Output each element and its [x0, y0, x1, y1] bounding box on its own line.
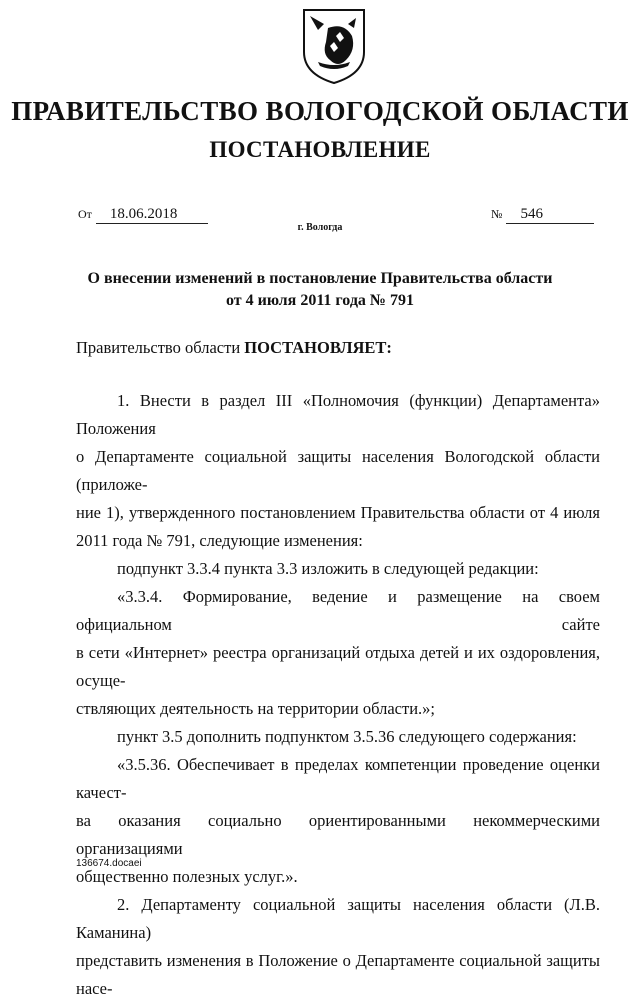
body-line: в сети «Интернет» реестра организаций отдыха детей и их оздоровления, осуще-	[76, 643, 600, 690]
body-line: ствляющих деятельность на территории области.»;	[76, 699, 435, 718]
subject-line: от 4 июля 2011 года № 791	[225, 292, 415, 309]
document-type-title: ПОСТАНОВЛЕНИЕ	[209, 137, 431, 162]
body-line: «3.3.4. Формирование, ведение и размещение на своем официальном сайте	[76, 587, 600, 634]
subject-line: О внесении изменений в постановление Правительства области	[87, 270, 553, 287]
city-label: г. Вологда	[297, 222, 343, 233]
number-value: 546	[506, 206, 594, 224]
number-label: №	[491, 207, 503, 221]
preamble-resolves: ПОСТАНОВЛЯЕТ:	[244, 338, 392, 357]
body-line: ва оказания социально ориентированными некоммерческими организациями	[76, 811, 600, 858]
body-line: 1. Внести в раздел III «Полномочия (функции) Департамента» Положения	[76, 391, 600, 438]
body-line: общественно полезных услуг.».	[76, 867, 298, 886]
body-line: ние 1), утвержденного постановлением Правительства области от 4 июля	[76, 503, 600, 522]
body-line: представить изменения в Положение о Департаменте социальной защиты насе-	[76, 951, 600, 998]
date-value: 18.06.2018	[96, 206, 208, 224]
preamble	[76, 338, 392, 358]
document-body	[76, 387, 600, 1003]
body-line: 2. Департаменту социальной защиты населения области (Л.В. Каманина)	[76, 895, 600, 942]
preamble-text: Правительство области	[76, 338, 241, 357]
coat-of-arms-emblem	[300, 6, 368, 86]
body-line: «3.5.36. Обеспечивает в пределах компетенции проведение оценки качест-	[76, 755, 600, 802]
document-subject	[0, 268, 640, 312]
government-title: ПРАВИТЕЛЬСТВО ВОЛОГОДСКОЙ ОБЛАСТИ	[11, 96, 629, 126]
body-line: подпункт 3.3.4 пункта 3.3 изложить в следующей редакции:	[117, 559, 539, 578]
body-line: 2011 года № 791, следующие изменения:	[76, 531, 363, 550]
body-line: пункт 3.5 дополнить подпунктом 3.5.36 следующего содержания:	[117, 727, 577, 746]
date-label: От	[78, 207, 92, 221]
body-line: о Департаменте социальной защиты населения Вологодской области (приложе-	[76, 447, 600, 494]
footer-filename: 136674.docaei	[76, 858, 142, 869]
